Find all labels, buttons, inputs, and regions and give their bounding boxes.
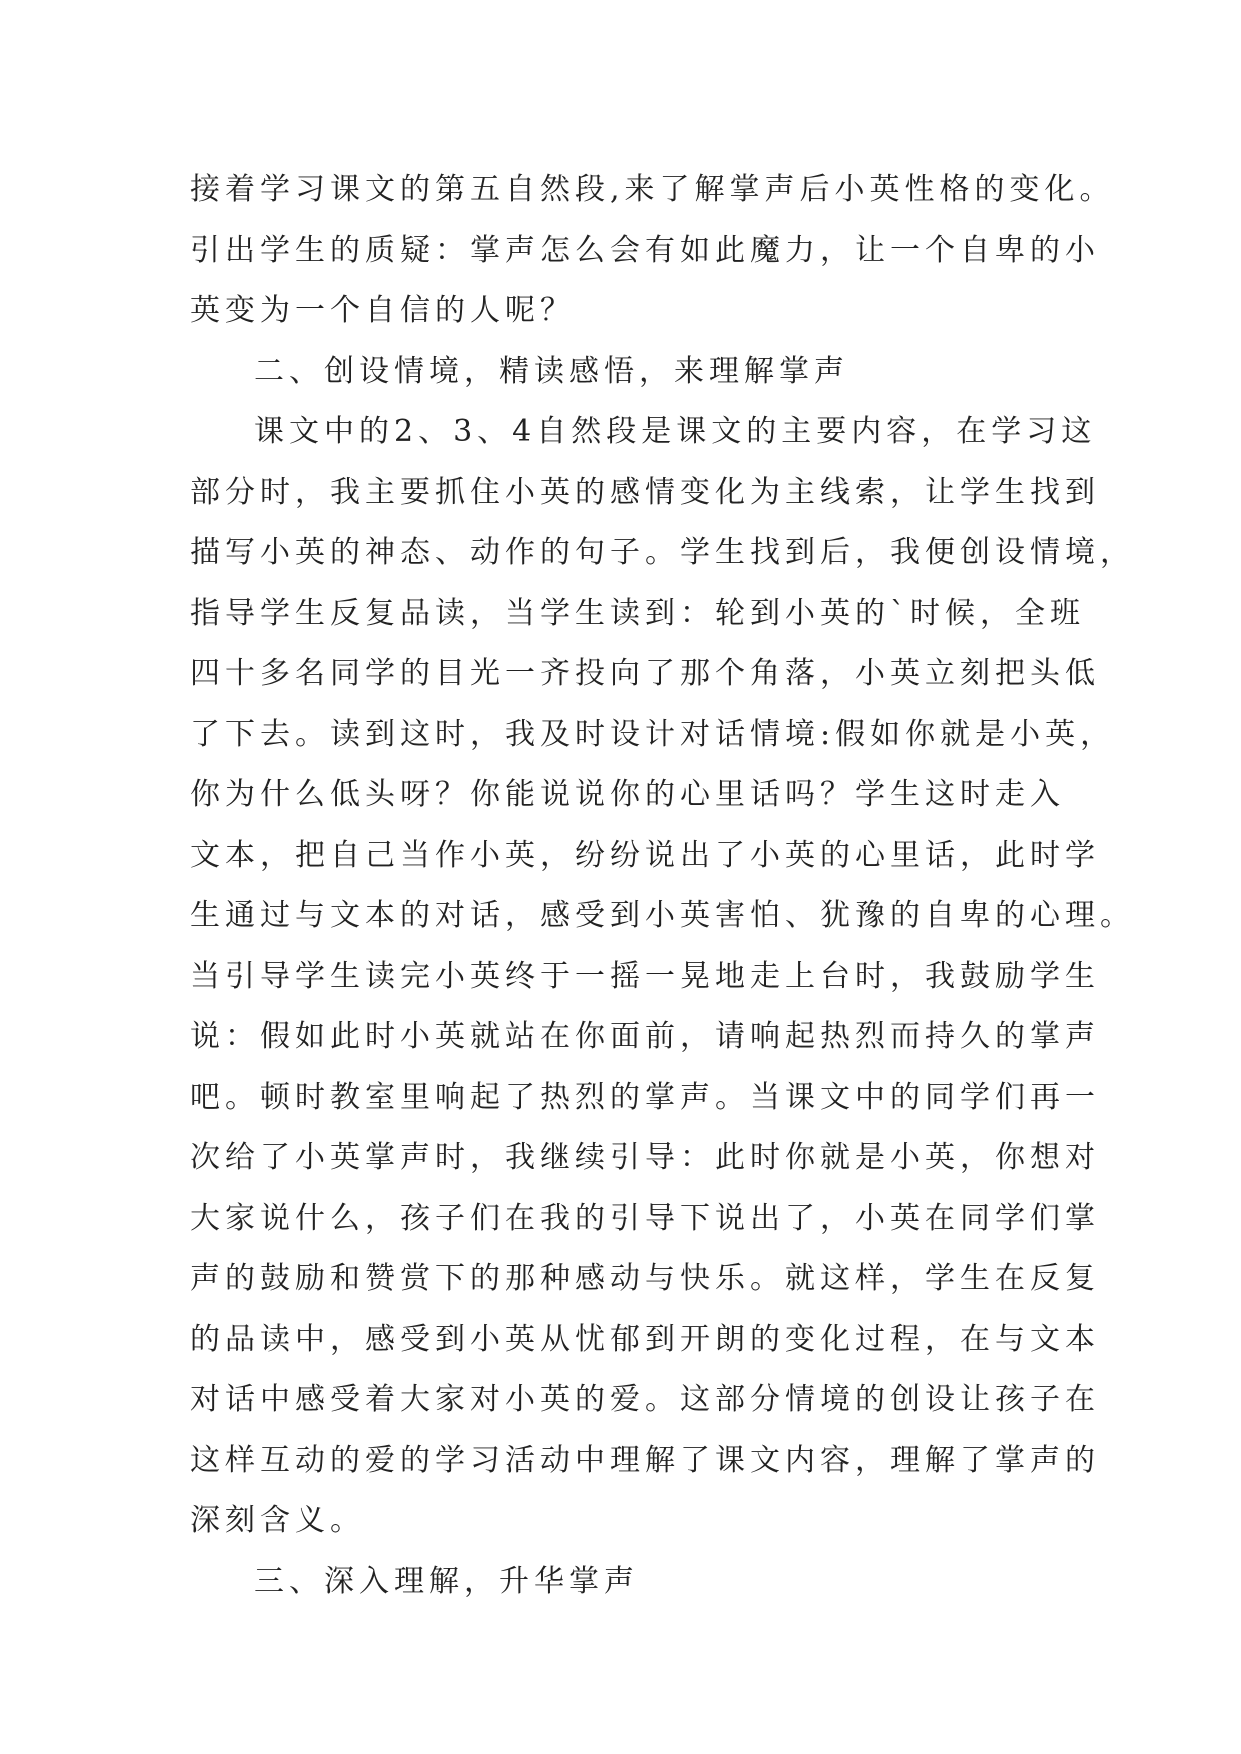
text-line-2: 引出学生的质疑：掌声怎么会有如此魔力，让一个自卑的小: [190, 232, 1100, 268]
text-line-23: 深刻含义。: [190, 1503, 365, 1538]
text-line-22: 这样互动的爱的学习活动中理解了课文内容，理解了掌声的: [190, 1442, 1100, 1478]
section-heading-2: 二、创设情境，精读感悟，来理解掌声: [254, 353, 849, 389]
section-heading-3: 三、深入理解，升华掌声: [254, 1563, 639, 1599]
text-line-20: 的品读中，感受到小英从忧郁到开朗的变化过程，在与文本: [190, 1321, 1100, 1357]
text-line-5: 课文中的2、3、4自然段是课文的主要内容，在学习这: [254, 414, 1097, 449]
text-line-12: 文本，把自己当作小英，纷纷说出了小英的心里话，此时学: [190, 837, 1100, 873]
text-line-3: 英变为一个自信的人呢？: [190, 293, 575, 328]
document-body: [190, 160, 1230, 1612]
text-line-10: 了下去。读到这时，我及时设计对话情境:假如你就是小英，: [190, 716, 1116, 752]
text-line-7: 描写小英的神态、动作的句子。学生找到后，我便创设情境，: [190, 535, 1135, 570]
text-line-16: 吧。顿时教室里响起了热烈的掌声。当课文中的同学们再一: [190, 1079, 1100, 1115]
text-line-18: 大家说什么，孩子们在我的引导下说出了，小英在同学们掌: [190, 1200, 1100, 1236]
text-line-9: 四十多名同学的目光一齐投向了那个角落，小英立刻把头低: [190, 656, 1100, 691]
text-line-6: 部分时，我主要抓住小英的感情变化为主线索，让学生找到: [190, 474, 1100, 510]
text-line-11: 你为什么低头呀？你能说说你的心里话吗？学生这时走入: [190, 777, 1065, 812]
text-line-21: 对话中感受着大家对小英的爱。这部分情境的创设让孩子在: [190, 1382, 1100, 1417]
text-line-1: 接着学习课文的第五自然段,来了解掌声后小英性格的变化。: [190, 172, 1115, 207]
text-line-8: 指导学生反复品读，当学生读到：轮到小英的`时候，全班: [190, 595, 1085, 631]
text-line-13: 生通过与文本的对话，感受到小英害怕、犹豫的自卑的心理。: [190, 898, 1135, 933]
text-line-14: 当引导学生读完小英终于一摇一晃地走上台时，我鼓励学生: [190, 958, 1100, 994]
text-line-15: 说：假如此时小英就站在你面前，请响起热烈而持久的掌声: [190, 1019, 1100, 1054]
text-line-17: 次给了小英掌声时，我继续引导：此时你就是小英，你想对: [190, 1140, 1100, 1175]
text-line-19: 声的鼓励和赞赏下的那种感动与快乐。就这样，学生在反复: [190, 1261, 1100, 1296]
